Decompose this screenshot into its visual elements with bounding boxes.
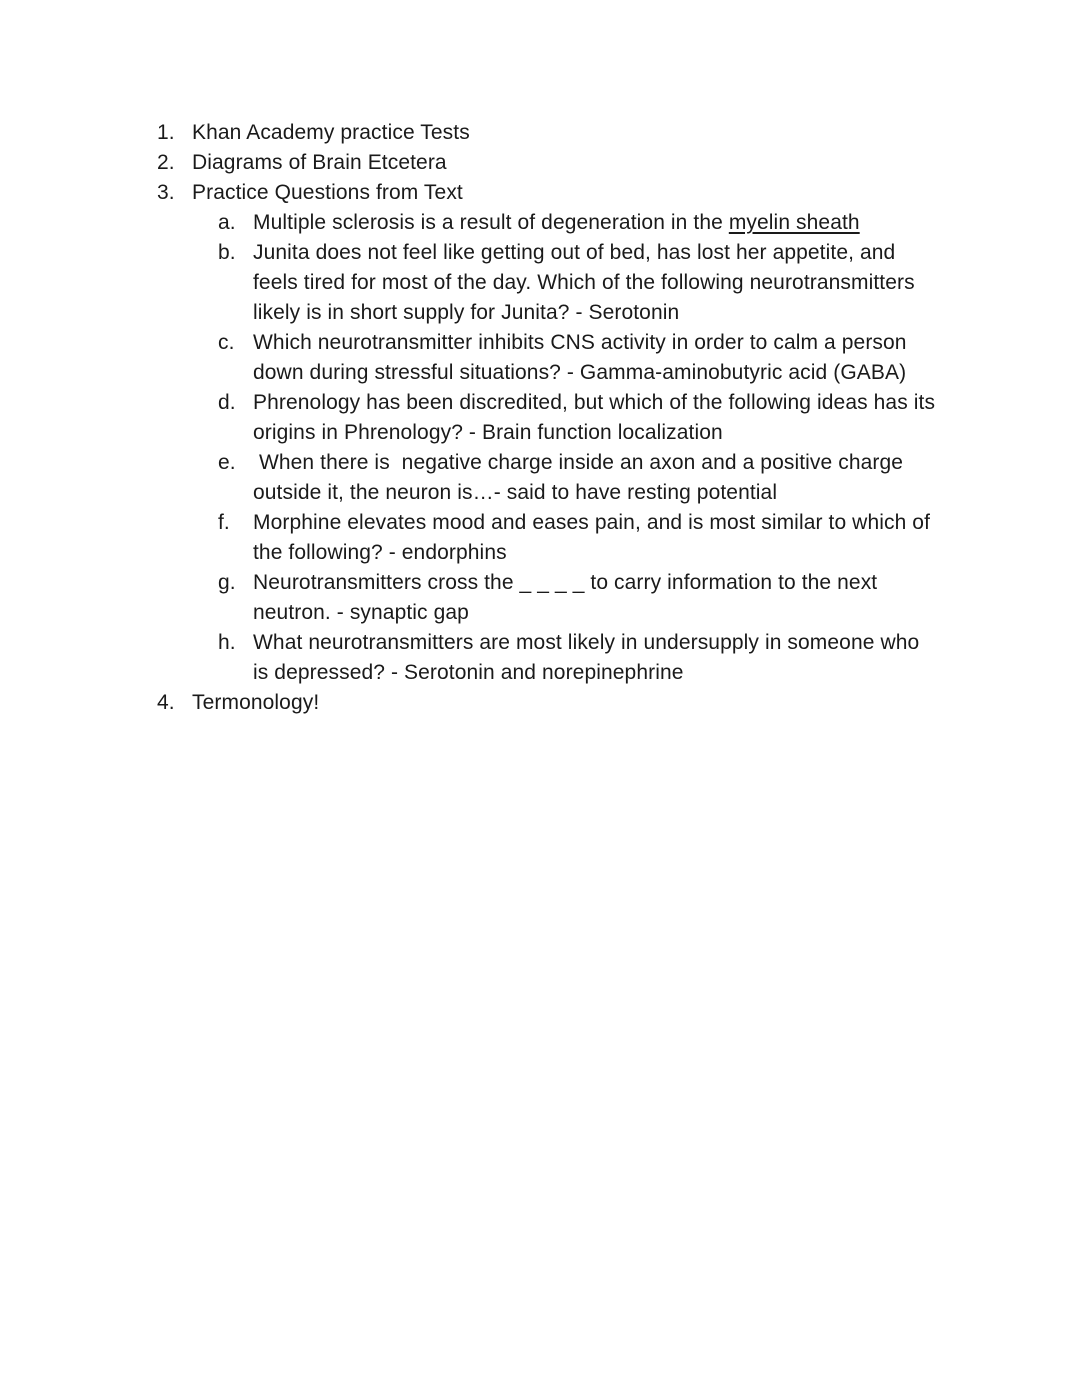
list-marker: a. bbox=[218, 211, 236, 234]
list-item bbox=[0, 688, 1080, 718]
list-item bbox=[0, 148, 1080, 178]
list-item bbox=[192, 628, 1080, 688]
list-item-text: Junita does not feel like getting out of bed, has lost her appetite, and feels tired for most of the day. Which of the following neurotransmitters likely is in short supply for Junita? - Serotonin bbox=[253, 241, 921, 324]
list-item bbox=[192, 208, 1080, 238]
list-marker: f. bbox=[218, 511, 230, 534]
list-item bbox=[192, 568, 1080, 628]
list-item bbox=[0, 118, 1080, 148]
list-item-text: Phrenology has been discredited, but which of the following ideas has its origins in Phrenology? - Brain function localization bbox=[253, 391, 941, 444]
list-item-text bbox=[253, 208, 939, 238]
outline-list bbox=[0, 118, 1080, 718]
list-marker: e. bbox=[218, 451, 236, 474]
list-marker: g. bbox=[218, 571, 236, 594]
list-marker: d. bbox=[218, 391, 236, 414]
list-marker: 3. bbox=[157, 181, 175, 204]
list-marker: 2. bbox=[157, 151, 175, 174]
list-marker: c. bbox=[218, 331, 235, 354]
list-item-text: Morphine elevates mood and eases pain, and is most similar to which of the following? - endorphins bbox=[253, 511, 936, 564]
answer-underlined-text: myelin sheath bbox=[728, 211, 860, 234]
list-item-text: Khan Academy practice Tests bbox=[192, 121, 470, 144]
list-item-text: When there is negative charge inside an axon and a positive charge outside it, the neuron is…- said to have resting potential bbox=[253, 451, 909, 504]
list-item bbox=[192, 388, 1080, 448]
list-item-text: Practice Questions from Text bbox=[192, 181, 463, 204]
list-item-text: Termonology! bbox=[192, 691, 320, 714]
list-item-text: Neurotransmitters cross the _ _ _ _ to carry information to the next neutron. - synaptic gap bbox=[253, 571, 884, 624]
list-marker: 1. bbox=[157, 121, 175, 144]
list-item bbox=[192, 238, 1080, 328]
list-item bbox=[192, 328, 1080, 388]
list-item-text: Which neurotransmitter inhibits CNS activity in order to calm a person down during stressful situations? - Gamma-aminobutyric acid (GABA) bbox=[253, 331, 913, 384]
list-marker: 4. bbox=[157, 691, 175, 714]
document-body bbox=[0, 118, 1080, 718]
list-item bbox=[192, 448, 1080, 508]
list-marker: h. bbox=[218, 631, 236, 654]
list-item bbox=[0, 178, 1080, 688]
practice-questions-list bbox=[192, 208, 1080, 688]
list-item bbox=[192, 508, 1080, 568]
list-marker: b. bbox=[218, 241, 236, 264]
question-text: Multiple sclerosis is a result of degeneration in the bbox=[253, 211, 729, 234]
list-item-text: What neurotransmitters are most likely in undersupply in someone who is depressed? - Serotonin and norepinephrine bbox=[253, 631, 926, 684]
list-item-text: Diagrams of Brain Etcetera bbox=[192, 151, 447, 174]
